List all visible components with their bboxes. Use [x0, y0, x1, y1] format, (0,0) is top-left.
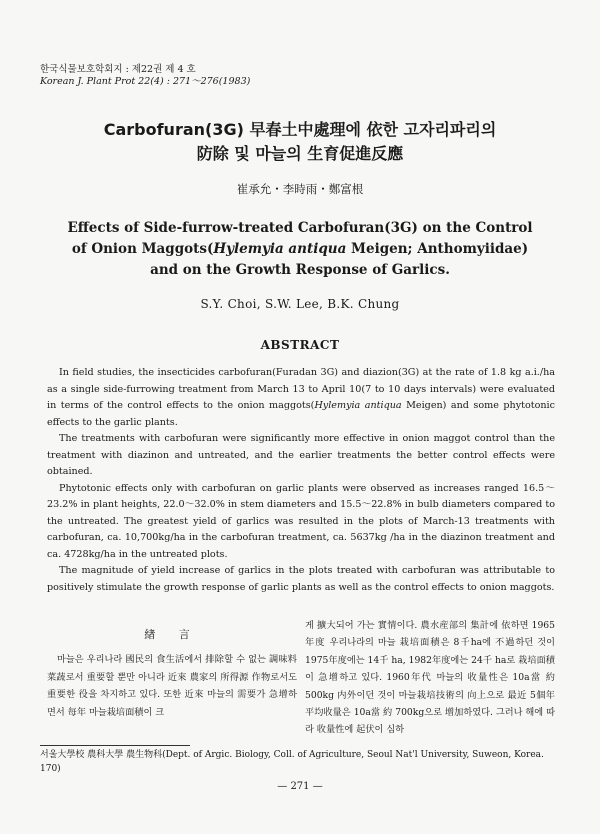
abstract-paragraph-4: The magnitude of yield increase of garlics in the plots treated with carbofuran was attributable to positively stimulate the growth response of garlic plants as well as the control effects to onion maggots.	[47, 565, 555, 593]
abstract-p1-end: Meigen) and some phytotonic effects to the garlic plants.	[47, 400, 556, 428]
abstract-heading: ABSTRACT	[260, 338, 340, 352]
introduction-right-text: 게 擴大되어 가는 實情이다. 農水産部의 集計에 依하면 1965年度 우리나라의 마늘 栽培面積은 8千ha에 不過하던 것이 1975年度에는 14千 ha, 1982年度에는 24千 ha로 栽培面積이 急增하고 있다. 1960年代 마늘의 收量性은 10a當 約 500kg 内外이던 것이 마늘栽培技術의 向上으로 最近 5個年 平均收量은 10a當 約 700kg으로 增加하였다. 그러나 해에 따라 收量性에 起伏이 심하	[305, 620, 555, 736]
korean-title	[0, 118, 600, 166]
korean-title-line-2: 防除 및 마늘의 生育促進反應	[196, 144, 404, 163]
introduction-left-text: 마늘은 우리나라 國民의 食生活에서 排除할 수 없는 調味料 菜蔬로서 重要할 뿐만 아니라 近來 農家의 所得源 作物로서도 重要한 役을 차지하고 있다. 또한 近來 마늘의 需要가 急增하면서 每年 마늘栽培面積이 크	[47, 654, 297, 718]
journal-citation-korean: 한국식물보호학회지 : 제22권 제 4 호	[40, 64, 196, 75]
introduction-right-column	[305, 617, 555, 739]
abstract-body	[47, 365, 555, 596]
english-title-line-2	[0, 239, 600, 260]
english-authors: S.Y. Choi, S.W. Lee, B.K. Chung	[200, 297, 400, 311]
journal-citation-english: Korean J. Plant Prot 22(4) : 271～276(1983)	[40, 76, 251, 87]
introduction-heading: 緖 言	[144, 628, 200, 641]
page-number: — 271 —	[277, 781, 323, 792]
journal-header	[40, 64, 250, 88]
introduction-left-column	[47, 626, 297, 721]
abstract-species-name: Hylemyia antiqua	[314, 400, 402, 411]
abstract-paragraph-3: Phytotonic effects only with carbofuran on garlic plants were observed as increases ranged 16.5～23.2% in plant heights, 22.0～32.0% in stem diameters and 15.5～22.8% in bulb diameters compared to the untreated. The greatest yield of garlics was resulted in the plots of March-13 treatments with carbofuran, ca. 10,700kg/ha in the carbofuran treatment, ca. 5637kg /ha in the diazinon treatment and ca. 4728kg/ha in the untreated plots.	[47, 482, 555, 560]
english-title-line-1: Effects of Side-furrow-treated Carbofuran(3G) on the Control	[67, 220, 533, 236]
english-title-line-2-start: of Onion Maggots(	[71, 241, 214, 257]
affiliation-footnote: 서울大學校 農科大學 農生物科(Dept. of Argic. Biology, Coll. of Agriculture, Seoul Nat'l University, Suweon, Korea. 170)	[40, 750, 544, 774]
english-title-line-3: and on the Growth Response of Garlics.	[150, 262, 450, 278]
species-name: Hylemyia antiqua	[213, 241, 347, 257]
abstract-paragraph-1	[47, 365, 555, 431]
abstract-p1-start: In field studies, the insecticides carbofuran(Furadan 3G) and diazion(3G) at the rate of 1.8 kg a.i./ha as a single side-furrowing treatment from March 13 to April 10(7 to 10 days intervals) were evaluated in terms of the control effects to the onion maggots(	[47, 367, 555, 411]
korean-title-line-1: Carbofuran(3G) 早春土中處理에 依한 고자리파리의	[103, 120, 497, 139]
footnote-rule	[40, 745, 190, 746]
abstract-paragraph-2: The treatments with carbofuran were significantly more effective in onion maggot control than the treatment with diazinon and untreated, and the earlier treatments the better control effects were obtained.	[47, 433, 555, 477]
english-title	[0, 218, 600, 281]
korean-authors: 崔承允・李時雨・鄭富根	[236, 182, 364, 196]
english-title-line-2-end: Meigen; Anthomyiidae)	[346, 241, 529, 257]
